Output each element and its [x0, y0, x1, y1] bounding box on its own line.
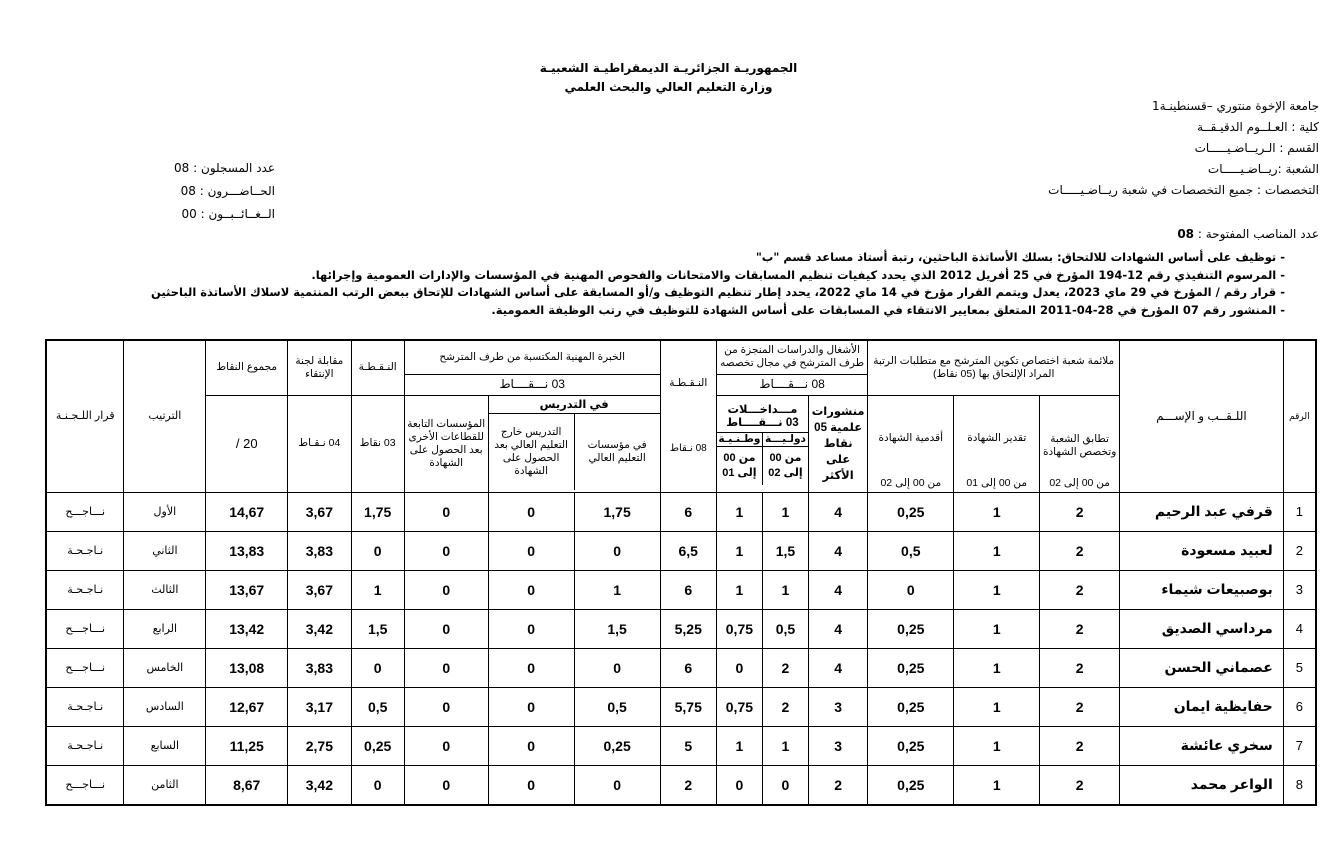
teach-out-score: 0	[488, 765, 574, 805]
fit-match-range: من 00 إلى 02	[1049, 476, 1110, 489]
experience-total: 0	[351, 531, 404, 570]
experience-points: 03 نـــقــــاط	[404, 374, 660, 395]
publications-score: 4	[808, 492, 867, 531]
intl-label: دولـيـــة	[763, 433, 808, 447]
fit-grade-label: تقدير الشهادة	[967, 431, 1027, 444]
other-sectors-score: 0	[404, 726, 488, 765]
candidate-name: قرفي عبد الرحيم	[1120, 492, 1284, 531]
interview-score: 3,83	[288, 531, 351, 570]
teach-out-header	[489, 414, 574, 490]
natl-score: 1	[716, 726, 762, 765]
table-row	[46, 609, 1316, 648]
natl-score: 0	[716, 648, 762, 687]
other-sectors-score: 0	[404, 765, 488, 805]
col-rank: الترتيب	[124, 340, 206, 492]
fit-grade-score: 1	[954, 687, 1040, 726]
absent-label: الــغــائــبــون :	[200, 207, 275, 221]
other-sectors-score: 0	[404, 648, 488, 687]
teach-in-score: 0	[574, 648, 660, 687]
total-score: 13,42	[206, 609, 288, 648]
col-score-works	[660, 340, 716, 492]
fit-match-score: 2	[1040, 570, 1120, 609]
row-number: 4	[1283, 609, 1316, 648]
fit-match-score: 2	[1040, 765, 1120, 805]
fit-seniority-score: 0,5	[868, 531, 954, 570]
intl-score: 1	[762, 570, 808, 609]
total-points: 20 /	[206, 395, 288, 492]
other-sectors-score: 0	[404, 570, 488, 609]
fit-match-score: 2	[1040, 531, 1120, 570]
candidate-name: الواعر محمد	[1120, 765, 1284, 805]
table-row	[46, 531, 1316, 570]
ministry-heading: وزارة التعليم العالي والبحث العلمي	[564, 80, 773, 94]
fit-grade-score: 1	[954, 765, 1040, 805]
score-experience-points: 03 نقاط	[351, 395, 404, 492]
col-decision: قرار اللـجـنـة	[46, 340, 124, 492]
col-other-sectors: المؤسسات التابعة للقطاعات الأخرى بعد الحصول على الشهادة	[404, 395, 488, 492]
table-row	[46, 648, 1316, 687]
natl-score: 1	[716, 570, 762, 609]
fit-seniority-score: 0	[868, 570, 954, 609]
reference-line: - المنشور رقم 07 المؤرخ في 28-04-2011 المتعلق بمعايير الانتقاء في المسابقات على أساس الشهادة للتوظيف في رتب الوظيفة العمومية.	[491, 302, 1285, 317]
experience-total: 0,25	[351, 726, 404, 765]
experience-total: 1,5	[351, 609, 404, 648]
col-fit-seniority	[868, 395, 954, 492]
fit-seniority-score: 0,25	[868, 687, 954, 726]
branch-name: الشعبة :ريــاضـيـــــات	[1207, 162, 1319, 176]
teach-out-score: 0	[488, 492, 574, 531]
teaching-label: في التدريس	[489, 398, 660, 414]
natl-range: من 00 إلى 01	[722, 452, 757, 479]
interventions-sub	[717, 433, 808, 485]
row-number: 6	[1283, 687, 1316, 726]
specialties-text: التخصصات : جميع التخصصات في شعبة ريــاضـيـــــات	[1048, 183, 1319, 197]
col-interventions	[716, 395, 808, 492]
fit-seniority-label: أقدمية الشهادة	[878, 431, 944, 444]
intl-score: 1	[762, 492, 808, 531]
row-number: 8	[1283, 765, 1316, 805]
decision: نـــاجـــح	[46, 492, 124, 531]
department-name: القسم : الـريــاضـيـــــات	[1194, 141, 1319, 155]
col-publications: منشورات علمية 05 نقاط على الأكثر	[808, 395, 867, 492]
natl-header	[717, 433, 762, 485]
faculty-name: كلية : العـلــوم الدقيـقــة	[1197, 120, 1319, 134]
intl-score: 1,5	[762, 531, 808, 570]
interview-score: 3,42	[288, 609, 351, 648]
col-interview: مقابلة لجنة الإنتقاء	[288, 340, 351, 395]
fit-match-label: تطابق الشعبة وتخصص الشهادة	[1042, 432, 1117, 458]
works-total: 6,5	[660, 531, 716, 570]
natl-score: 0	[716, 765, 762, 805]
teach-in-score: 0	[574, 765, 660, 805]
candidate-name: مرداسي الصديق	[1120, 609, 1284, 648]
intl-score: 2	[762, 648, 808, 687]
row-number: 2	[1283, 531, 1316, 570]
col-name: اللـقــب و الإســـم	[1120, 340, 1284, 492]
teaching-sub	[489, 414, 660, 490]
interview-score: 3,42	[288, 765, 351, 805]
republic-heading: الجمهوريـة الجزائريـة الديمقراطيـة الشعبيـة	[539, 61, 798, 75]
registered-value: 08	[174, 161, 190, 175]
teach-in-score: 0,5	[574, 687, 660, 726]
intl-score: 1	[762, 726, 808, 765]
publications-score: 2	[808, 765, 867, 805]
fit-match-score: 2	[1040, 687, 1120, 726]
publications-score: 3	[808, 687, 867, 726]
open-positions	[1177, 224, 1319, 245]
teach-out-score: 0	[488, 648, 574, 687]
interview-score: 3,17	[288, 687, 351, 726]
candidate-name: حفايظية ايمان	[1120, 687, 1284, 726]
university-name: جامعة الإخوة منتوري –قسنطينـة1	[1151, 99, 1319, 113]
total-score: 8,67	[206, 765, 288, 805]
teach-out-score: 0	[488, 726, 574, 765]
legal-references	[151, 249, 1285, 319]
registered-label: عدد المسجلون :	[193, 161, 275, 175]
fit-match-score: 2	[1040, 726, 1120, 765]
natl-score: 1	[716, 531, 762, 570]
fit-match-score: 2	[1040, 492, 1120, 531]
works-total: 6	[660, 570, 716, 609]
publications-score: 3	[808, 726, 867, 765]
decision: نـاجـحـة	[46, 687, 124, 726]
registered-row	[165, 157, 275, 180]
total-score: 14,67	[206, 492, 288, 531]
teach-in-score: 1,5	[574, 609, 660, 648]
open-positions-value: 08	[1177, 227, 1195, 241]
fit-grade-score: 1	[954, 492, 1040, 531]
score-works-label: النـقـطـة	[669, 377, 708, 390]
teach-out-score: 0	[488, 687, 574, 726]
total-score: 13,67	[206, 570, 288, 609]
rank: الأول	[124, 492, 206, 531]
natl-label: وطـنـيـة	[718, 433, 761, 445]
works-total: 6	[660, 492, 716, 531]
table-row	[46, 687, 1316, 726]
total-score: 12,67	[206, 687, 288, 726]
col-fit-match	[1040, 395, 1120, 492]
decision: نـاجـحـة	[46, 570, 124, 609]
rank: الثالث	[124, 570, 206, 609]
rank: السابع	[124, 726, 206, 765]
fit-grade-score: 1	[954, 648, 1040, 687]
teach-out-score: 0	[488, 609, 574, 648]
counts-block	[165, 157, 275, 226]
reference-line: - توظيف على أساس الشهادات للالتحاق: بسلك الأساتذة الباحثين، رتبة أستاذ مساعد قسم "ب"	[755, 250, 1285, 264]
absent-row	[165, 203, 275, 226]
col-fit-grade	[954, 395, 1040, 492]
col-number: الرقم	[1283, 340, 1316, 492]
table-row	[46, 726, 1316, 765]
decision: نـاجـحـة	[46, 726, 124, 765]
other-sectors-score: 0	[404, 531, 488, 570]
teach-in-score: 0,25	[574, 726, 660, 765]
institution-block	[1048, 96, 1319, 201]
fit-grade-score: 1	[954, 531, 1040, 570]
rank: الخامس	[124, 648, 206, 687]
results-table	[45, 339, 1317, 806]
interventions-points: 03 نـــقــــاط	[717, 417, 808, 433]
experience-total: 0	[351, 648, 404, 687]
total-score: 13,83	[206, 531, 288, 570]
decision: نـــاجـــح	[46, 609, 124, 648]
present-value: 08	[180, 184, 196, 198]
open-positions-label: عدد المناصب المفتوحة :	[1197, 227, 1319, 241]
fit-grade-score: 1	[954, 570, 1040, 609]
interview-score: 2,75	[288, 726, 351, 765]
works-points: 08 نـــقــــاط	[716, 374, 867, 395]
works-total: 5	[660, 726, 716, 765]
intl-score: 2	[762, 687, 808, 726]
decision: نـاجـحـة	[46, 531, 124, 570]
interview-score: 3,67	[288, 492, 351, 531]
row-number: 3	[1283, 570, 1316, 609]
fit-grade-score: 1	[954, 609, 1040, 648]
fit-seniority-score: 0,25	[868, 726, 954, 765]
works-total: 5,25	[660, 609, 716, 648]
publications-score: 4	[808, 648, 867, 687]
absent-value: 00	[181, 207, 197, 221]
intl-header	[762, 433, 808, 485]
present-row	[165, 180, 275, 203]
other-sectors-score: 0	[404, 492, 488, 531]
table-row	[46, 492, 1316, 531]
natl-score: 1	[716, 492, 762, 531]
intl-range: من 00 إلى 02	[768, 452, 803, 479]
fit-seniority-score: 0,25	[868, 609, 954, 648]
teach-out-score: 0	[488, 531, 574, 570]
rank: السادس	[124, 687, 206, 726]
row-number: 7	[1283, 726, 1316, 765]
experience-total: 1,75	[351, 492, 404, 531]
works-total: 2	[660, 765, 716, 805]
rank: الرابع	[124, 609, 206, 648]
rank: الثاني	[124, 531, 206, 570]
reference-line: - المرسوم التنفيذي رقم 12-194 المؤرخ في 25 أفريل 2012 الذي يحدد كيفيات تنظيم المسابقات والامتحانات والفحوص المهنية في المؤسسات والإدارات العمومية وإجرائها.	[311, 267, 1285, 282]
interview-score: 3,67	[288, 570, 351, 609]
row-number: 1	[1283, 492, 1316, 531]
experience-total: 0	[351, 765, 404, 805]
col-teaching	[488, 395, 660, 492]
interview-score: 3,83	[288, 648, 351, 687]
col-total: مجموع النقاط	[206, 340, 288, 395]
present-label: الحــاضـــرون :	[199, 184, 275, 198]
other-sectors-score: 0	[404, 609, 488, 648]
candidate-name: عصماني الحسن	[1120, 648, 1284, 687]
decision: نـــاجـــح	[46, 648, 124, 687]
table-row	[46, 570, 1316, 609]
decision: نـــاجـــح	[46, 765, 124, 805]
interventions-label: مـــداخـــلات	[727, 404, 798, 416]
interview-points: 04 نـقـاط	[288, 395, 351, 492]
teach-in-label: في مؤسسات التعليم العالي	[587, 438, 647, 464]
fit-match-score: 2	[1040, 648, 1120, 687]
teach-out-score: 0	[488, 570, 574, 609]
col-fit-group: ملائمة شعبة اختصاص تكوين المترشح مع متطلبات الرتبة المراد الإلتحاق بها (05 نقاط)	[868, 340, 1120, 395]
other-sectors-score: 0	[404, 687, 488, 726]
reference-line: - قرار رقم / المؤرخ في 29 ماي 2023، يعدل ويتمم القرار مؤرخ في 14 ماي 2022، يحدد إطار تنظيم التوظيف و/أو المسابقة على أساس الشهادات للإتحاق ببعض الرتب المنتمية لاسلاك الأساتذة الباحثين	[150, 285, 1285, 299]
col-score-experience: النـقـطـة	[351, 340, 404, 395]
natl-score: 0,75	[716, 609, 762, 648]
total-score: 13,08	[206, 648, 288, 687]
natl-score: 0,75	[716, 687, 762, 726]
score-works-points: 08 نـقاط	[669, 443, 707, 455]
row-number: 5	[1283, 648, 1316, 687]
fit-seniority-score: 0,25	[868, 648, 954, 687]
col-experience-group: الخبرة المهنية المكتسبة من طرف المترشح	[404, 340, 660, 374]
candidate-name: بوصبيعات شيماء	[1120, 570, 1284, 609]
teach-in-score: 0	[574, 531, 660, 570]
fit-grade-range: من 00 إلى 01	[966, 476, 1028, 489]
col-works-group: الأشغال والدراسات المنجزة من طرف المترشح في مجال تخصصه	[716, 340, 867, 374]
teach-out-label: التدريس خارج التعليم العالي بعد الحصول على الشهادة	[494, 425, 568, 477]
rank: الثامن	[124, 765, 206, 805]
fit-seniority-score: 0,25	[868, 765, 954, 805]
intl-score: 0,5	[762, 609, 808, 648]
publications-score: 4	[808, 531, 867, 570]
publications-score: 4	[808, 609, 867, 648]
fit-seniority-score: 0,25	[868, 492, 954, 531]
teach-in-score: 1,75	[574, 492, 660, 531]
fit-seniority-range: من 00 إلى 02	[880, 476, 942, 489]
intl-score: 0	[762, 765, 808, 805]
works-total: 5,75	[660, 687, 716, 726]
candidate-name: لعبيد مسعودة	[1120, 531, 1284, 570]
publications-score: 4	[808, 570, 867, 609]
total-score: 11,25	[206, 726, 288, 765]
fit-grade-score: 1	[954, 726, 1040, 765]
fit-match-score: 2	[1040, 609, 1120, 648]
experience-total: 1	[351, 570, 404, 609]
experience-total: 0,5	[351, 687, 404, 726]
table-row	[46, 765, 1316, 805]
teach-in-score: 1	[574, 570, 660, 609]
teach-in-header	[574, 414, 660, 490]
works-total: 6	[660, 648, 716, 687]
candidate-name: سخري عائشة	[1120, 726, 1284, 765]
